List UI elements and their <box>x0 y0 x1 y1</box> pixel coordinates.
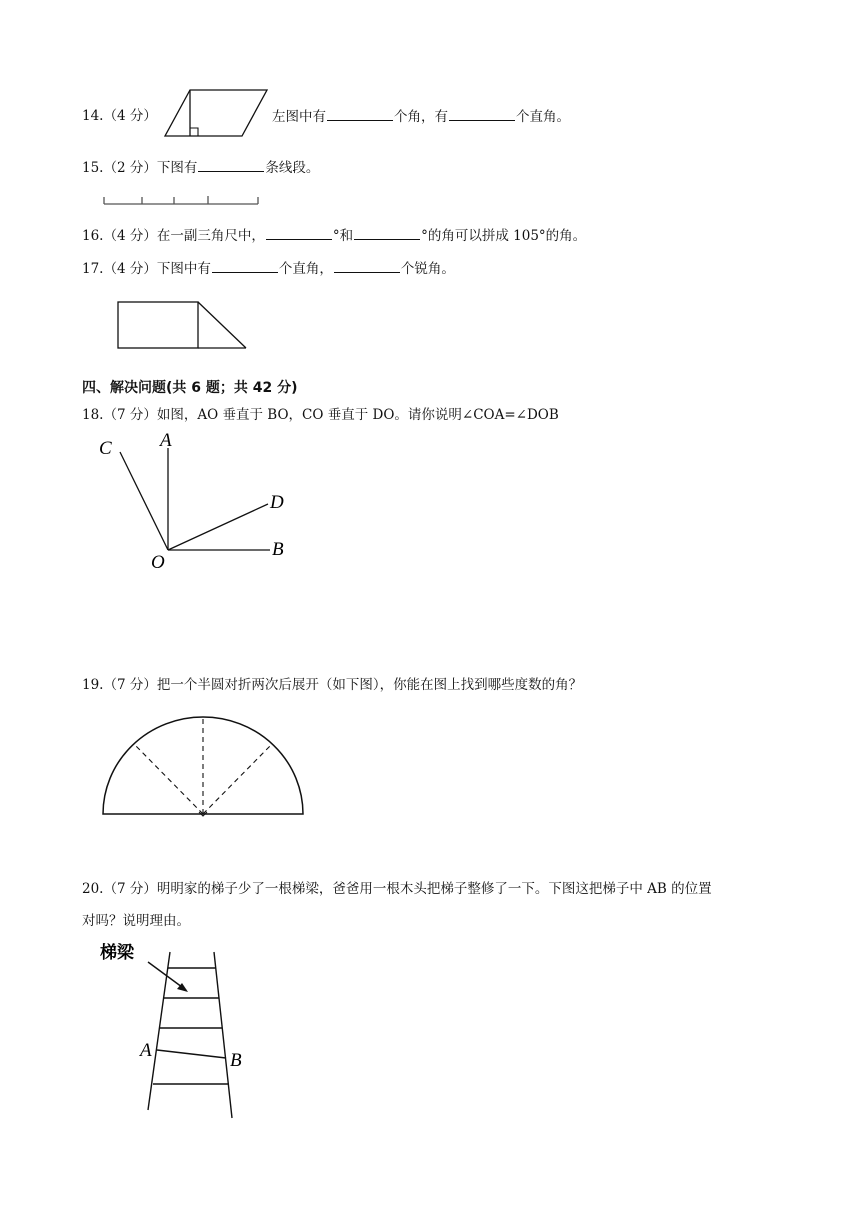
label-a: A <box>160 430 172 451</box>
answer-blank[interactable] <box>334 258 400 273</box>
question-number: 16. <box>82 228 104 244</box>
question-20: 20.（7 分）明明家的梯子少了一根梯梁，爸爸用一根木头把梯子整修了一下。下图这把梯子中 AB 的位置 <box>82 881 712 897</box>
answer-blank[interactable] <box>354 225 420 240</box>
question-number: 18. <box>82 407 104 423</box>
question-number: 19. <box>82 677 104 693</box>
rectangle-triangle-figure <box>116 300 256 352</box>
question-14-text: 左图中有 个角，有 个直角。 <box>272 106 570 127</box>
question-number: 20. <box>82 881 104 897</box>
question-number: 15. <box>82 160 104 176</box>
label-beam: 梯梁 <box>100 943 134 963</box>
question-score: （7 分） <box>103 407 157 423</box>
parallelogram-figure <box>162 88 272 148</box>
question-19: 19.（7 分）把一个半圆对折两次后展开（如下图），你能在图上找到哪些度数的角？ <box>82 677 583 693</box>
question-score: （7 分） <box>103 677 157 693</box>
question-score: （4 分） <box>103 228 157 244</box>
question-number: 14. <box>82 108 104 124</box>
answer-blank[interactable] <box>327 106 393 121</box>
answer-blank[interactable] <box>212 258 278 273</box>
label-d: D <box>270 492 284 513</box>
label-b: B <box>272 539 284 560</box>
answer-blank[interactable] <box>198 157 264 172</box>
question-16: 16.（4 分）在一副三角尺中， °和 °的角可以拼成 105°的角。 <box>82 225 586 246</box>
segment-figure <box>102 193 262 209</box>
label-o: O <box>151 552 165 573</box>
question-score: （4 分） <box>103 108 157 124</box>
perpendicular-angles-figure <box>96 426 296 576</box>
question-15: 15.（2 分）下图有 条线段。 <box>82 157 319 178</box>
semicircle-figure <box>100 712 310 822</box>
label-b: B <box>230 1050 242 1071</box>
label-a: A <box>140 1040 152 1061</box>
question-17: 17.（4 分）下图中有 个直角， 个锐角。 <box>82 258 455 279</box>
question-score: （7 分） <box>103 881 157 897</box>
label-c: C <box>99 438 112 459</box>
answer-blank[interactable] <box>449 106 515 121</box>
question-18: 18.（7 分）如图，AO 垂直于 BO，CO 垂直于 DO。请你说明∠COA=∠DOB <box>82 407 559 423</box>
question-number: 17. <box>82 261 104 277</box>
answer-blank[interactable] <box>266 225 332 240</box>
question-20-line2: 对吗？说明理由。 <box>82 913 190 929</box>
section-heading: 四、解决问题(共 6 题；共 42 分) <box>82 380 298 396</box>
ladder-figure <box>96 938 266 1123</box>
question-score: （2 分） <box>103 160 157 176</box>
question-14 <box>82 106 157 126</box>
question-score: （4 分） <box>103 261 157 277</box>
